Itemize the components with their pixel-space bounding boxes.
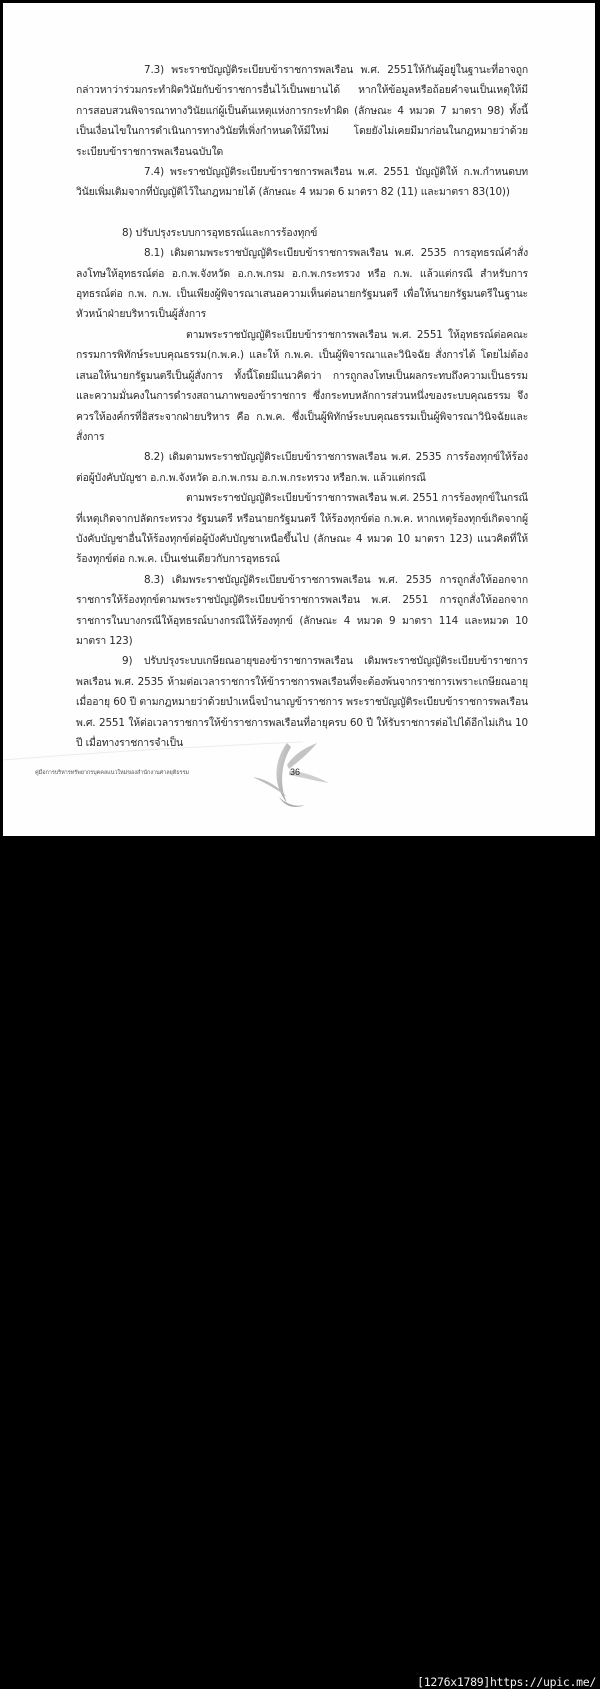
document-body: [76, 60, 528, 753]
image-info-bar: [0, 836, 600, 1689]
paragraph-9: 9) ปรับปรุงระบบเกษียณอายุของข้าราชการพลเรือน เดิมพระราชบัญญัติระเบียบข้าราชการพลเรือน พ.ศ. 2535 ห้ามต่อเวลาราชการให้ข้าราชการพลเรือนที่จะต้องพ้นจากราชการเพราะเกษียณอายุเมื่ออายุ 60 ปี ตามกฎหมายว่าด้วยบำเหน็จบำนาญข้าราชการ พระราชบัญญัติระเบียบข้าราชการพลเรือน พ.ศ. 2551 ให้ต่อเวลาราชการให้ข้าราชการพลเรือนที่อายุครบ 60 ปี ให้รับราชการต่อไปได้อีกไม่เกิน 10 ปี เมื่อทางราชการจำเป็น: [76, 655, 528, 749]
paragraph-7-3: 7.3) พระราชบัญญัติระเบียบข้าราชการพลเรือน พ.ศ. 2551ให้กันผู้อยู่ในฐานะที่อาจถูกกล่าวหาว่าร่วมกระทำผิดวินัยกับข้าราชการอื่นไว้เป็นพยานได้ หากให้ข้อมูลหรือถ้อยคำจนเป็นเหตุให้มีการสอบสวนพิจารณาทางวินัยแก่ผู้เป็นต้นเหตุแห่งการกระทำผิด (ลักษณะ 4 หมวด 7 มาตรา 98) ทั้งนี้เป็นเงื่อนไขในการดำเนินการทางวินัยที่เพิ่งกำหนดให้มีใหม่ โดยยังไม่เคยมีมาก่อนในกฎหมายว่าด้วยระเบียบข้าราชการพลเรือนฉบับใด: [76, 64, 528, 158]
paragraph-spacer: [76, 203, 528, 223]
paragraph-8-1-continued: ตามพระราชบัญญัติระเบียบข้าราชการพลเรือน พ.ศ. 2551 ให้อุทธรณ์ต่อคณะกรรมการพิทักษ์ระบบคุณธรรม(ก.พ.ค.) และให้ ก.พ.ค. เป็นผู้พิจารณาและวินิจฉัย สั่งการได้ โดยไม่ต้องเสนอให้นายกรัฐมนตรีเป็นผู้สั่งการ ทั้งนี้โดยมีแนวคิดว่า การถูกลงโทษเป็นผลกระทบถึงความเป็นธรรม และความมั่นคงในการดำรงสถานภาพของข้าราชการ ซึ่งกระทบหลักการส่วนหนึ่งของระบบคุณธรรม จึงควรให้องค์กรที่อิสระจากฝ่ายบริหาร คือ ก.พ.ค. ซึ่งเป็นผู้พิทักษ์ระบบคุณธรรมเป็นผู้พิจารณาวินิจฉัยและสั่งการ: [76, 328, 528, 443]
document-page: [3, 3, 595, 836]
watermark-text: [1276x1789]https://upic.me/: [417, 1675, 596, 1689]
section-heading-8: 8) ปรับปรุงระบบการอุทธรณ์และการร้องทุกข์: [122, 226, 318, 239]
paragraph-7-4: 7.4) พระราชบัญญัติระเบียบข้าราชการพลเรือน พ.ศ. 2551 บัญญัติให้ ก.พ.กำหนดบทวินัยเพิ่มเติมจากที่บัญญัติไว้ในกฎหมายได้ (ลักษณะ 4 หมวด 6 มาตรา 82 (11) และมาตรา 83(10)): [76, 166, 528, 199]
paragraph-8-3: 8.3) เดิมพระราชบัญญัติระเบียบข้าราชการพลเรือน พ.ศ. 2535 การถูกสั่งให้ออกจากราชการให้ร้องทุกข์ตามพระราชบัญญัติระเบียบข้าราชการพลเรือน พ.ศ. 2551 การถูกสั่งให้ออกจากราชการในบางกรณีให้อุทธรณ์บางกรณีให้ร้องทุกข์ (ลักษณะ 4 หมวด 9 มาตรา 114 และหมวด 10 มาตรา 123): [76, 573, 528, 647]
paragraph-8-2-continued: ตามพระราชบัญญัติระเบียบข้าราชการพลเรือน พ.ศ. 2551 การร้องทุกข์ในกรณีที่เหตุเกิดจากปลัดกระทรวง รัฐมนตรี หรือนายกรัฐมนตรี ให้ร้องทุกข์ต่อ ก.พ.ค. หากเหตุร้องทุกข์เกิดจากผู้บังคับบัญชาอื่นให้ร้องทุกข์ต่อผู้บังคับบัญชาเหนือขึ้นไป (ลักษณะ 4 หมวด 10 มาตรา 123) แนวคิดที่ให้ร้องทุกข์ต่อ ก.พ.ค. เป็นเช่นเดียวกับการอุทธรณ์: [76, 492, 528, 566]
page-number: 36: [290, 767, 301, 777]
footer-title: คู่มือการบริหารทรัพยากรบุคคลแนวใหม่ของสำนักงานศาลยุติธรรม: [35, 770, 189, 776]
paragraph-8-1: 8.1) เดิมตามพระราชบัญญัติระเบียบข้าราชการพลเรือน พ.ศ. 2535 การอุทธรณ์คำสั่งลงโทษให้อุทธรณ์ต่อ อ.ก.พ.จังหวัด อ.ก.พ.กรม อ.ก.พ.กระทรวง หรือ ก.พ. แล้วแต่กรณี สำหรับการอุทธรณ์ต่อ ก.พ. ก.พ. เป็นเพียงผู้พิจารณาเสนอความเห็นต่อนายกรัฐมนตรี เพื่อให้นายกรัฐมนตรีในฐานะหัวหน้าฝ่ายบริหารเป็นผู้สั่งการ: [76, 247, 528, 321]
paragraph-8-2: 8.2) เดิมตามพระราชบัญญัติระเบียบข้าราชการพลเรือน พ.ศ. 2535 การร้องทุกข์ให้ร้องต่อผู้บังคับบัญชา อ.ก.พ.จังหวัด อ.ก.พ.กรม อ.ก.พ.กระทรวง หรือก.พ. แล้วแต่กรณี: [76, 451, 528, 484]
